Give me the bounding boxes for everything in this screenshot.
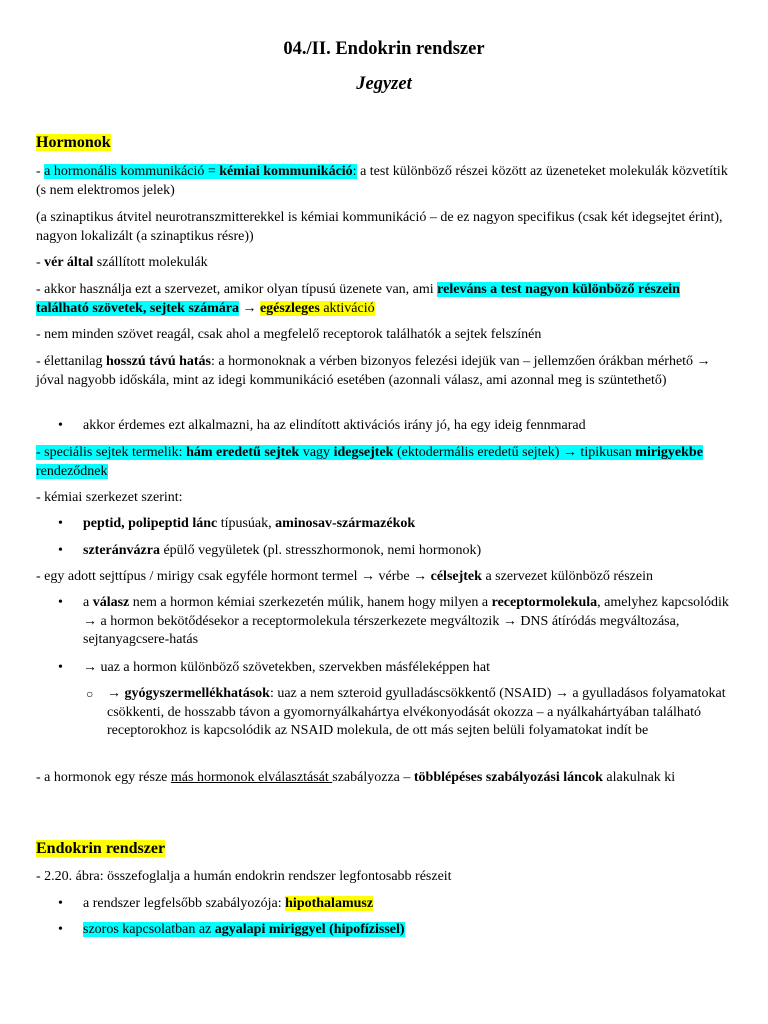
bullet-icon: • <box>58 595 63 610</box>
bullet-icon: • <box>58 896 63 911</box>
paragraph: - nem minden szövet reagál, csak ahol a megfelelő receptorok találhatók a sejtek felszínén <box>36 327 542 342</box>
document-title: 04./II. Endokrin rendszer <box>283 39 485 59</box>
bullet-icon: • <box>58 516 63 531</box>
bullet-icon: • <box>58 543 63 558</box>
list-item: peptid, polipeptid lánc típusúak, aminosav-származékok <box>83 516 416 531</box>
paragraph: - egy adott sejttípus / mirigy csak egyféle hormont termel → vérbe → célsejtek a szervezet különböző részein <box>36 569 653 584</box>
sub-list-item: → gyógyszermellékhatások: uaz a nem szteroid gyulladáscsökkentő (NSAID) → a gyulladásos folyamatokat csökkenti, de hosszabb távon a gyomornyálkahártya elvékonyodását okozza – a nyálkahártyában található receptorokhoz is kapcsolódik az NSAID molekula, de ott más sejten belüli folyamatokat indít be <box>107 686 726 738</box>
paragraph: - élettanilag hosszú távú hatás: a hormonoknak a vérben bizonyos felezési idejük van – jellemzően órákban mérhető → jóval nagyobb időskála, mint az idegi kommunikáció esetében (azonnali válasz, ami azonnal meg is szüntethető) <box>36 354 711 388</box>
bullet-icon: • <box>58 418 63 433</box>
section-heading-endokrin-rendszer: Endokrin rendszer <box>36 840 166 857</box>
list-item: szoros kapcsolatban az agyalapi miriggyel (hipofízissel) <box>83 922 405 937</box>
list-item: szteránvázra épülő vegyületek (pl. stresszhormonok, nemi hormonok) <box>83 543 482 558</box>
paragraph: (a szinaptikus átvitel neurotranszmitterekkel is kémiai kommunikáció – de ez nagyon specifikus (csak két idegsejtet érint), nagyon lokalizált (a szinaptikus résre)) <box>36 210 723 244</box>
paragraph: - 2.20. ábra: összefoglalja a humán endokrin rendszer legfontosabb részeit <box>36 869 452 884</box>
bullet-icon: • <box>58 922 63 937</box>
list-item: akkor érdemes ezt alkalmazni, ha az elindított aktivációs irány jó, ha egy ideig fennmarad <box>83 418 586 433</box>
paragraph: - a hormonális kommunikáció = kémiai kommunikáció: a test különböző részei között az üzeneteket molekulák közvetítik (s nem elektromos jelek) <box>36 164 728 198</box>
bullet-icon: • <box>58 660 63 675</box>
paragraph: - vér által szállított molekulák <box>36 255 208 270</box>
paragraph: - kémiai szerkezet szerint: <box>36 490 183 505</box>
paragraph: - a hormonok egy része más hormonok elválasztását szabályozza – többlépéses szabályozási láncok alakulnak ki <box>36 770 676 785</box>
list-item: a válasz nem a hormon kémiai szerkezetén múlik, hanem hogy milyen a receptormolekula, amelyhez kapcsolódik → a hormon bekötődésekor a receptormolekula térszerkezete megváltozik → DNS átíródás megváltozása, sejtanyagcsere-hatás <box>83 595 729 647</box>
list-item: → uaz a hormon különböző szövetekben, szervekben másféleképpen hat <box>83 660 491 675</box>
list-item: a rendszer legfelsőbb szabályozója: hipothalamusz <box>83 896 374 911</box>
document-subtitle: Jegyzet <box>356 74 412 94</box>
section-heading-hormonok: Hormonok <box>36 134 111 151</box>
subbullet-icon: ○ <box>86 687 94 701</box>
paragraph: - akkor használja ezt a szervezet, amikor olyan típusú üzenete van, ami releváns a test nagyon különböző részein található szövetek, sejtek számára → egészleges aktiváció <box>36 282 680 316</box>
paragraph: - speciális sejtek termelik: hám eredetű sejtek vagy idegsejtek (ektodermális eredetű sejtek) → tipikusan mirigyekbe rendeződnek <box>36 445 703 479</box>
